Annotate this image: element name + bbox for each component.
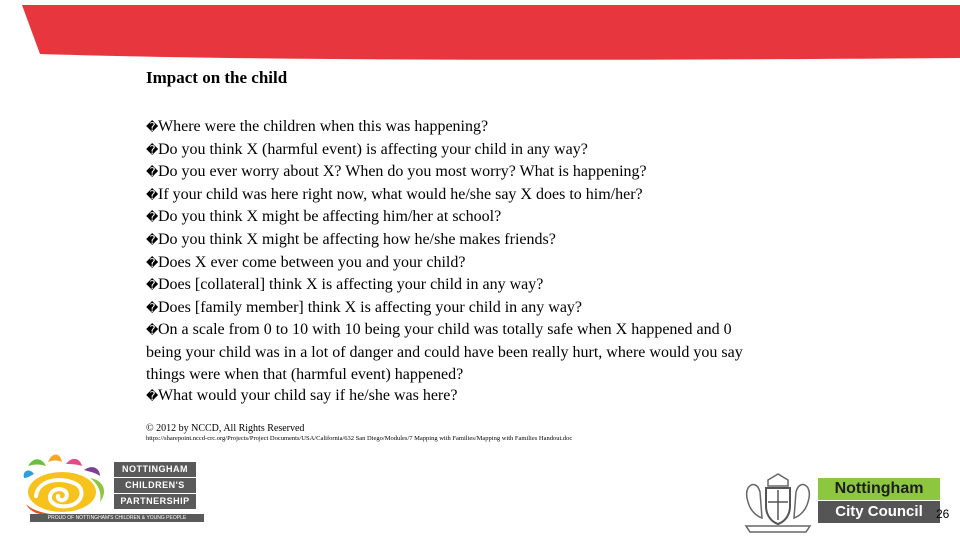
bullet-glyph: �	[146, 187, 159, 202]
bullet-glyph: �	[146, 389, 159, 404]
ncp-logo-line2: CHILDREN'S	[114, 478, 196, 493]
list-item: �If your child was here right now, what would he/she say X does to him/her?	[146, 184, 766, 207]
bullet-glyph: �	[146, 142, 159, 157]
bullet-glyph: �	[146, 323, 159, 338]
slide-heading: Impact on the child	[146, 68, 288, 87]
bullet-glyph: �	[146, 165, 159, 180]
list-item: �What would your child say if he/she was here?	[146, 385, 766, 408]
bullet-glyph: �	[146, 120, 159, 134]
ncp-logo-line1: NOTTINGHAM	[114, 462, 196, 477]
list-item: �Do you think X might be affecting how he/she makes friends?	[146, 229, 766, 252]
copyright-notice: © 2012 by NCCD, All Rights Reserved	[146, 423, 305, 434]
list-item: �Does [family member] think X is affecting your child in any way?	[146, 297, 766, 320]
ncc-logo-line1: Nottingham	[818, 478, 940, 500]
bullet-glyph: �	[146, 255, 159, 270]
list-item: �Does [collateral] think X is affecting your child in any way?	[146, 274, 766, 297]
question-list	[146, 116, 766, 408]
city-crest-icon	[742, 472, 814, 534]
red-header-banner	[0, 0, 960, 70]
list-item: �Do you ever worry about X? When do you most worry? What is happening?	[146, 161, 766, 184]
list-item: �Do you think X might be affecting him/her at school?	[146, 206, 766, 229]
list-item: �Where were the children when this was happening?	[146, 116, 766, 139]
ncc-logo-line2: City Council	[818, 501, 940, 523]
list-item: �Do you think X (harmful event) is affecting your child in any way?	[146, 139, 766, 162]
bullet-glyph: �	[146, 232, 159, 247]
ncp-logo-strapline: PROUD OF NOTTINGHAM'S CHILDREN & YOUNG PEOPLE	[30, 514, 204, 522]
bullet-glyph: �	[146, 210, 159, 225]
source-url: https://sharepoint.nccd-crc.org/Projects/Project Documents/USA/California/632 San Diego/Modules/7 Mapping with Families/Mapping with Families Handout.doc	[146, 435, 573, 442]
list-item: �Does X ever come between you and your child?	[146, 252, 766, 275]
bullet-glyph: �	[146, 278, 159, 293]
ncp-logo-line3: PARTNERSHIP	[114, 494, 196, 509]
bullet-glyph: �	[146, 300, 159, 315]
list-item: �On a scale from 0 to 10 with 10 being your child was totally safe when X happened and 0 being your child was in a lot of danger and could have been really hurt, where would you say things were when that (harmful event) happened?	[146, 321, 743, 383]
page-number: 26	[936, 507, 950, 521]
